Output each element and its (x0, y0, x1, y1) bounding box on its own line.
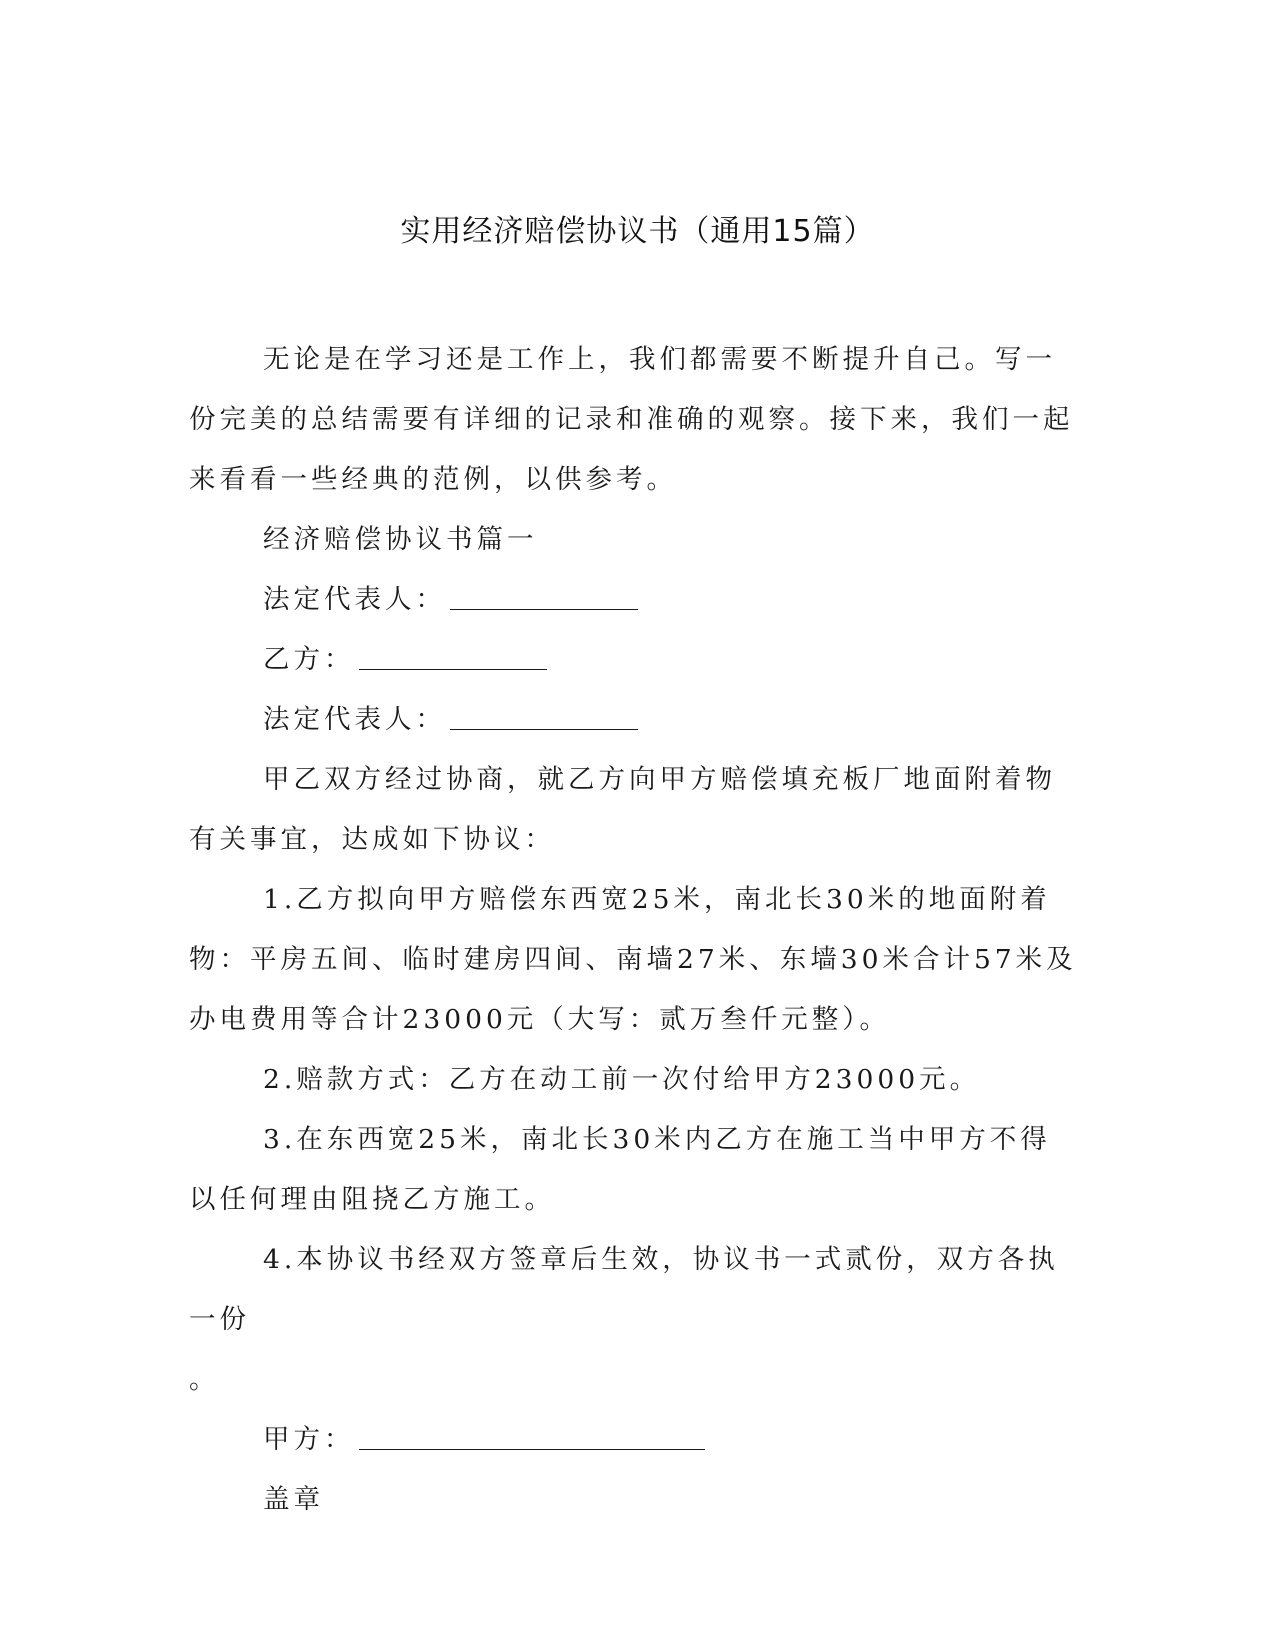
party-b-line (189, 630, 1079, 690)
clause-2: 2.赔款方式：乙方在动工前一次付给甲方23000元。 (263, 1064, 981, 1095)
clause-4-tail: 。 (189, 1364, 220, 1395)
legal-rep-label-2: 法定代表人： (263, 704, 446, 735)
clause-1: 1.乙方拟向甲方赔偿东西宽25米，南北长30米的地面附着物：平房五间、临时建房四间、南墙27米、东墙30米合计57米及办电费用等合计23000元（大写：贰万叁仟元整）。 (189, 884, 1077, 1035)
party-a-line (189, 1410, 1079, 1470)
legal-rep-line-1 (189, 570, 1079, 630)
clause-4: 4.本协议书经双方签章后生效，协议书一式贰份，双方各执一份 (189, 1244, 1059, 1335)
section-heading: 经济赔偿协议书篇一 (263, 524, 538, 555)
document-body (189, 330, 1079, 1530)
clause-3: 3.在东西宽25米，南北长30米内乙方在施工当中甲方不得以任何理由阻挠乙方施工。 (189, 1124, 1051, 1215)
intro-paragraph: 无论是在学习还是工作上，我们都需要不断提升自己。写一份完美的总结需要有详细的记录和准确的观察。接下来，我们一起来看看一些经典的范例，以供参考。 (189, 344, 1074, 495)
party-a-label: 甲方： (263, 1424, 355, 1455)
legal-rep-label-1: 法定代表人： (263, 584, 446, 615)
document-title: 实用经济赔偿协议书（通用15篇） (400, 214, 875, 249)
party-b-label: 乙方： (263, 644, 355, 675)
seal-label: 盖章 (263, 1484, 324, 1515)
party-b-blank (359, 641, 547, 670)
legal-rep-blank-1 (450, 581, 638, 610)
legal-rep-line-2 (189, 690, 1079, 750)
party-a-blank (359, 1421, 705, 1450)
preamble-paragraph: 甲乙双方经过协商，就乙方向甲方赔偿填充板厂地面附着物有关事宜，达成如下协议： (189, 764, 1056, 855)
legal-rep-blank-2 (450, 701, 638, 730)
